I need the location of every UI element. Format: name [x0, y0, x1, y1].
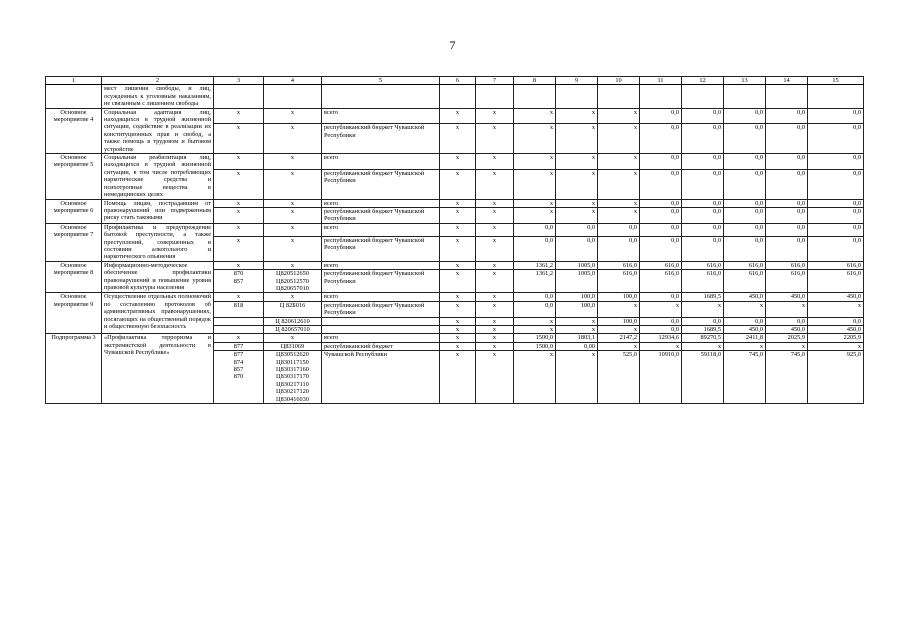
column-header: 2: [102, 77, 214, 85]
value-cell: 0,0: [640, 124, 682, 154]
budget-table: [45, 76, 864, 404]
target-article-code: Ц 820612610: [264, 317, 322, 325]
value-cell: x: [440, 169, 476, 199]
header-row: [46, 77, 864, 85]
activity-description: «Профилактика терроризма и экстремистской деятельности в Чувашской Республике»: [102, 334, 214, 404]
value-cell: x: [514, 317, 556, 325]
value-cell: 0,0: [598, 223, 640, 236]
funding-source: [322, 317, 440, 325]
value-cell: 1500,0: [514, 342, 556, 350]
funding-source: всего: [322, 199, 440, 207]
activity-name: Основное мероприятие 5: [46, 154, 102, 199]
column-header: 6: [440, 77, 476, 85]
value-cell: 0,0: [556, 223, 598, 236]
grbs-code: x: [214, 334, 264, 342]
value-cell: x: [514, 154, 556, 170]
target-article-code: Ц831069: [264, 342, 322, 350]
value-cell: x: [476, 342, 514, 350]
target-article-code: x: [264, 261, 322, 269]
value-cell: 0,0: [682, 207, 724, 223]
value-cell: x: [440, 207, 476, 223]
value-cell: 616,0: [766, 261, 808, 269]
value-cell: 2147,2: [598, 334, 640, 342]
target-article-code: x: [264, 334, 322, 342]
table-row: [46, 293, 864, 301]
column-header: 13: [724, 77, 766, 85]
value-cell: 0,0: [682, 169, 724, 199]
value-cell: x: [440, 334, 476, 342]
value-cell: x: [598, 124, 640, 154]
funding-source: республиканский бюджет: [322, 342, 440, 350]
value-cell: x: [440, 199, 476, 207]
value-cell: 1803,1: [556, 334, 598, 342]
grbs-code: x: [214, 207, 264, 223]
activity-description: Информационно-методическое обеспечение профилактики правонарушений и повышение уровня правовой культуры населения: [102, 261, 214, 293]
value-cell: 0,0: [682, 317, 724, 325]
value-cell: x: [514, 199, 556, 207]
target-article-code: x: [264, 223, 322, 236]
value-cell: 0,0: [808, 199, 864, 207]
target-article-code: x: [264, 154, 322, 170]
value-cell: 0,0: [514, 293, 556, 301]
value-cell: 1361,2: [514, 270, 556, 293]
value-cell: 2205,9: [808, 334, 864, 342]
value-cell: 0,0: [724, 108, 766, 124]
value-cell: x: [476, 334, 514, 342]
value-cell: x: [440, 293, 476, 301]
value-cell: 0,0: [640, 236, 682, 261]
value-cell: 616,0: [682, 261, 724, 269]
target-article-code: x: [264, 199, 322, 207]
grbs-code: 870 857: [214, 270, 264, 293]
value-cell: 0,0: [514, 301, 556, 317]
value-cell: x: [476, 169, 514, 199]
value-cell: x: [808, 301, 864, 317]
value-cell: 0,0: [682, 154, 724, 170]
value-cell: x: [476, 301, 514, 317]
value-cell: 1500,0: [514, 334, 556, 342]
value-cell: x: [724, 342, 766, 350]
value-cell: 0,0: [808, 108, 864, 124]
value-cell: 0,0: [640, 317, 682, 325]
value-cell: 100,0: [598, 293, 640, 301]
value-cell: 925,0: [808, 351, 864, 404]
value-cell: 0,0: [724, 154, 766, 170]
value-cell: 100,0: [556, 293, 598, 301]
value-cell: 0,0: [640, 326, 682, 334]
continued-text: мест лишения свободы, и лиц, осужденных к уголовным наказаниям, не связанным с лишением свободы: [102, 85, 214, 108]
activity-description: Социальная адаптация лиц, находящихся в трудной жизненной ситуации, содействие в реализации их конституционных прав и свобод, а также помощь в трудовом и бытовом устройстве: [102, 108, 214, 153]
funding-source: республиканский бюджет Чувашской Республики: [322, 169, 440, 199]
value-cell: 12934,6: [640, 334, 682, 342]
value-cell: 89270,5: [682, 334, 724, 342]
value-cell: 0,0: [640, 108, 682, 124]
funding-source: всего: [322, 223, 440, 236]
page-number: 7: [449, 38, 456, 52]
value-cell: x: [440, 223, 476, 236]
value-cell: x: [598, 342, 640, 350]
activity-name: Основное мероприятие 9: [46, 293, 102, 334]
funding-source: республиканский бюджет Чувашской Республики: [322, 124, 440, 154]
value-cell: 1689,5: [682, 326, 724, 334]
value-cell: 0,0: [640, 207, 682, 223]
activity-name: Подпрограмма 3: [46, 334, 102, 404]
activity-description: Осуществление отдельных полномочий по составлению протоколов об административных правонарушениях, посягающих на общественный порядок и общественную безопасность: [102, 293, 214, 334]
value-cell: 0,0: [808, 207, 864, 223]
table-row: [46, 108, 864, 124]
value-cell: x: [440, 108, 476, 124]
target-article-code: Ц 82Б016: [264, 301, 322, 317]
value-cell: x: [682, 342, 724, 350]
grbs-code: 877 874 857 870: [214, 351, 264, 404]
grbs-code: x: [214, 223, 264, 236]
value-cell: 1689,5: [682, 293, 724, 301]
value-cell: 0,0: [766, 169, 808, 199]
value-cell: 616,0: [808, 261, 864, 269]
value-cell: x: [514, 169, 556, 199]
column-header: 9: [556, 77, 598, 85]
column-header: 14: [766, 77, 808, 85]
value-cell: x: [440, 236, 476, 261]
value-cell: 2411,8: [724, 334, 766, 342]
activity-description: Социальная реабилитация лиц, находящихся в трудной жизненной ситуации, в том числе потребляющих наркотические средства и психотропные вещества в немедицинских целях: [102, 154, 214, 199]
funding-source: всего: [322, 293, 440, 301]
value-cell: 0,0: [808, 317, 864, 325]
grbs-code: x: [214, 169, 264, 199]
target-article-code: Ц 820657010: [264, 326, 322, 334]
value-cell: 0,0: [766, 108, 808, 124]
grbs-code: [214, 317, 264, 325]
value-cell: 525,0: [598, 351, 640, 404]
value-cell: 0,0: [640, 223, 682, 236]
value-cell: 0,0: [682, 199, 724, 207]
value-cell: x: [476, 326, 514, 334]
grbs-code: x: [214, 199, 264, 207]
value-cell: 616,0: [598, 270, 640, 293]
continued-row: [46, 85, 864, 108]
activity-description: Профилактика и предупреждение бытовой преступности, а также преступлений, совершенных в состоянии алкогольного и наркотического опьянения: [102, 223, 214, 261]
value-cell: x: [556, 207, 598, 223]
funding-source: республиканский бюджет Чувашской Республики: [322, 236, 440, 261]
value-cell: 0,0: [766, 154, 808, 170]
grbs-code: 818: [214, 301, 264, 317]
value-cell: 616,0: [598, 261, 640, 269]
value-cell: 0,0: [808, 169, 864, 199]
value-cell: 0,0: [640, 154, 682, 170]
value-cell: x: [476, 351, 514, 404]
column-header: 15: [808, 77, 864, 85]
value-cell: 616,0: [724, 261, 766, 269]
value-cell: x: [598, 301, 640, 317]
value-cell: 0,0: [724, 317, 766, 325]
funding-source: Чувашской Республики: [322, 351, 440, 404]
value-cell: x: [440, 342, 476, 350]
table-row: [46, 154, 864, 170]
value-cell: x: [598, 326, 640, 334]
value-cell: x: [440, 317, 476, 325]
value-cell: 100,0: [556, 301, 598, 317]
value-cell: 2025,9: [766, 334, 808, 342]
value-cell: 616,0: [682, 270, 724, 293]
table-row: [46, 261, 864, 269]
value-cell: x: [598, 207, 640, 223]
value-cell: x: [440, 154, 476, 170]
funding-source: [322, 326, 440, 334]
value-cell: x: [556, 169, 598, 199]
funding-source: всего: [322, 154, 440, 170]
value-cell: 0,0: [556, 236, 598, 261]
value-cell: 0,0: [724, 207, 766, 223]
value-cell: x: [514, 124, 556, 154]
value-cell: 450,0: [766, 293, 808, 301]
value-cell: 59118,0: [682, 351, 724, 404]
funding-source: республиканский бюджет Чувашской Республики: [322, 301, 440, 317]
value-cell: x: [514, 108, 556, 124]
value-cell: x: [598, 154, 640, 170]
value-cell: 0,0: [598, 236, 640, 261]
column-header: 3: [214, 77, 264, 85]
value-cell: 450,0: [724, 326, 766, 334]
value-cell: 1005,0: [556, 270, 598, 293]
funding-source: республиканский бюджет Чувашской Республики: [322, 270, 440, 293]
value-cell: x: [556, 317, 598, 325]
column-header: 4: [264, 77, 322, 85]
value-cell: x: [640, 301, 682, 317]
value-cell: x: [476, 270, 514, 293]
value-cell: x: [440, 270, 476, 293]
value-cell: 0,0: [514, 236, 556, 261]
column-header: 10: [598, 77, 640, 85]
table-row: [46, 199, 864, 207]
value-cell: x: [476, 236, 514, 261]
value-cell: x: [476, 317, 514, 325]
value-cell: x: [476, 207, 514, 223]
column-header: 1: [46, 77, 102, 85]
table-row: [46, 334, 864, 342]
value-cell: x: [598, 108, 640, 124]
value-cell: x: [476, 124, 514, 154]
grbs-code: x: [214, 261, 264, 269]
value-cell: x: [476, 223, 514, 236]
value-cell: x: [440, 301, 476, 317]
target-article-code: x: [264, 236, 322, 261]
value-cell: x: [682, 301, 724, 317]
value-cell: 616,0: [640, 261, 682, 269]
grbs-code: x: [214, 293, 264, 301]
value-cell: 745,0: [724, 351, 766, 404]
value-cell: 0,0: [724, 236, 766, 261]
value-cell: x: [476, 154, 514, 170]
value-cell: x: [440, 326, 476, 334]
activity-description: Помощь лицам, пострадавшим от правонарушений или подверженным риску стать таковыми: [102, 199, 214, 223]
value-cell: 0,00: [556, 342, 598, 350]
value-cell: 0,0: [766, 317, 808, 325]
value-cell: 0,0: [682, 124, 724, 154]
funding-source: всего: [322, 108, 440, 124]
value-cell: 0,0: [766, 124, 808, 154]
value-cell: 616,0: [724, 270, 766, 293]
value-cell: x: [556, 326, 598, 334]
value-cell: 0,0: [640, 293, 682, 301]
value-cell: x: [476, 199, 514, 207]
column-header: 12: [682, 77, 724, 85]
funding-source: всего: [322, 261, 440, 269]
grbs-code: x: [214, 108, 264, 124]
value-cell: 0,0: [808, 223, 864, 236]
value-cell: 0,0: [682, 108, 724, 124]
column-header: 11: [640, 77, 682, 85]
value-cell: 0,0: [766, 199, 808, 207]
value-cell: 0,0: [808, 236, 864, 261]
value-cell: x: [766, 342, 808, 350]
value-cell: 0,0: [808, 124, 864, 154]
grbs-code: 877: [214, 342, 264, 350]
value-cell: 0,0: [766, 223, 808, 236]
target-article-code: x: [264, 124, 322, 154]
value-cell: 100,0: [598, 317, 640, 325]
activity-name: Основное мероприятие 4: [46, 108, 102, 153]
activity-name: Основное мероприятие 7: [46, 223, 102, 261]
value-cell: 10910,0: [640, 351, 682, 404]
value-cell: x: [476, 108, 514, 124]
value-cell: x: [440, 124, 476, 154]
value-cell: x: [556, 108, 598, 124]
value-cell: x: [514, 351, 556, 404]
value-cell: x: [640, 342, 682, 350]
grbs-code: x: [214, 154, 264, 170]
value-cell: x: [598, 199, 640, 207]
value-cell: 0,0: [724, 124, 766, 154]
funding-source: республиканский бюджет Чувашской Республики: [322, 207, 440, 223]
value-cell: 0,0: [682, 223, 724, 236]
value-cell: x: [808, 342, 864, 350]
value-cell: 0,0: [766, 207, 808, 223]
column-header: 7: [476, 77, 514, 85]
value-cell: 0,0: [640, 199, 682, 207]
value-cell: x: [556, 154, 598, 170]
value-cell: 616,0: [808, 270, 864, 293]
value-cell: 0,0: [724, 223, 766, 236]
target-article-code: x: [264, 207, 322, 223]
grbs-code: [214, 326, 264, 334]
value-cell: 0,0: [724, 169, 766, 199]
value-cell: 1361,2: [514, 261, 556, 269]
column-header: 5: [322, 77, 440, 85]
target-article-code: x: [264, 169, 322, 199]
value-cell: 450,0: [808, 293, 864, 301]
value-cell: 0,0: [808, 154, 864, 170]
value-cell: 616,0: [640, 270, 682, 293]
value-cell: x: [556, 124, 598, 154]
value-cell: 450,0: [808, 326, 864, 334]
value-cell: 0,0: [724, 199, 766, 207]
value-cell: 450,0: [724, 293, 766, 301]
grbs-code: x: [214, 124, 264, 154]
value-cell: x: [476, 261, 514, 269]
funding-source: всего: [322, 334, 440, 342]
value-cell: 0,0: [514, 223, 556, 236]
value-cell: 0,0: [766, 236, 808, 261]
value-cell: 0,0: [640, 169, 682, 199]
activity-name: Основное мероприятие 6: [46, 199, 102, 223]
value-cell: x: [440, 351, 476, 404]
value-cell: 616,0: [766, 270, 808, 293]
value-cell: 1005,0: [556, 261, 598, 269]
target-article-code: Ц820512650 Ц820512570 Ц820657010: [264, 270, 322, 293]
value-cell: x: [766, 301, 808, 317]
value-cell: 745,0: [766, 351, 808, 404]
target-article-code: x: [264, 108, 322, 124]
value-cell: x: [556, 351, 598, 404]
value-cell: x: [514, 207, 556, 223]
grbs-code: x: [214, 236, 264, 261]
value-cell: x: [440, 261, 476, 269]
value-cell: x: [724, 301, 766, 317]
value-cell: x: [514, 326, 556, 334]
value-cell: 0,0: [682, 236, 724, 261]
target-article-code: Ц830512620 Ц830117150 Ц830317160 Ц830317170 Ц830217110 Ц830217120 Ц830416030: [264, 351, 322, 404]
target-article-code: x: [264, 293, 322, 301]
value-cell: 450,0: [766, 326, 808, 334]
activity-name: Основное мероприятие 8: [46, 261, 102, 293]
value-cell: x: [476, 293, 514, 301]
table-row: [46, 223, 864, 236]
value-cell: x: [556, 199, 598, 207]
column-header: 8: [514, 77, 556, 85]
value-cell: x: [598, 169, 640, 199]
